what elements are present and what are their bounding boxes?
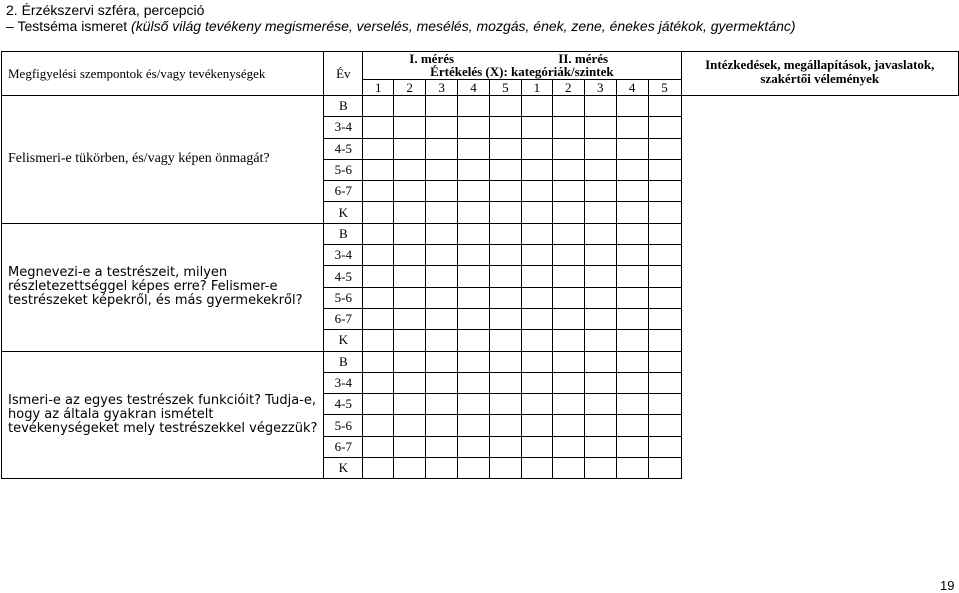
rating-cell[interactable]: [489, 330, 521, 351]
rating-cell[interactable]: [584, 436, 616, 457]
rating-cell[interactable]: [584, 266, 616, 287]
rating-cell[interactable]: [648, 96, 681, 117]
rating-cell[interactable]: [426, 351, 458, 372]
rating-cell[interactable]: [458, 351, 490, 372]
rating-cell[interactable]: [489, 117, 521, 138]
rating-cell[interactable]: [552, 181, 584, 202]
rating-cell[interactable]: [426, 308, 458, 329]
rating-cell[interactable]: [363, 223, 394, 244]
rating-cell[interactable]: [363, 436, 394, 457]
rating-cell[interactable]: [363, 266, 394, 287]
rating-cell[interactable]: [648, 372, 681, 393]
rating-cell[interactable]: [648, 223, 681, 244]
criteria-header: Megfigyelési szempontok és/vagy tevékenységek: [2, 52, 324, 96]
rating-cell[interactable]: [616, 117, 648, 138]
year-cell: 5-6: [324, 415, 363, 436]
rating-cell[interactable]: [552, 415, 584, 436]
level-2-3: 3: [584, 80, 616, 96]
rating-cell[interactable]: [363, 117, 394, 138]
rating-cell[interactable]: [616, 415, 648, 436]
rating-cell[interactable]: [394, 394, 426, 415]
rating-cell[interactable]: [394, 308, 426, 329]
rating-cell[interactable]: [394, 372, 426, 393]
rating-cell[interactable]: [458, 330, 490, 351]
rating-cell[interactable]: [394, 436, 426, 457]
rating-cell[interactable]: [521, 436, 552, 457]
rating-cell[interactable]: [648, 330, 681, 351]
rating-cell[interactable]: [521, 287, 552, 308]
assessment-table: [1, 51, 959, 479]
level-1-1: 1: [363, 80, 394, 96]
rating-cell[interactable]: [458, 245, 490, 266]
rating-cell[interactable]: [552, 351, 584, 372]
rating-cell[interactable]: [458, 117, 490, 138]
year-cell: 3-4: [324, 372, 363, 393]
rating-cell[interactable]: [648, 138, 681, 159]
rating-cell[interactable]: [521, 394, 552, 415]
section-subtitle: [6, 18, 796, 34]
rating-cell[interactable]: [616, 436, 648, 457]
rating-cell[interactable]: [552, 223, 584, 244]
rating-cell[interactable]: [584, 308, 616, 329]
year-cell: 4-5: [324, 138, 363, 159]
rating-cell[interactable]: [616, 372, 648, 393]
rating-cell[interactable]: [363, 96, 394, 117]
rating-cell[interactable]: [489, 372, 521, 393]
year-cell: 4-5: [324, 394, 363, 415]
rating-cell[interactable]: [521, 415, 552, 436]
rating-cell[interactable]: [394, 351, 426, 372]
rating-cell[interactable]: [363, 458, 394, 479]
rating-cell[interactable]: [648, 266, 681, 287]
rating-cell[interactable]: [458, 223, 490, 244]
rating-cell[interactable]: [426, 415, 458, 436]
rating-cell[interactable]: [521, 117, 552, 138]
rating-cell[interactable]: [426, 96, 458, 117]
rating-cell[interactable]: [552, 245, 584, 266]
rating-cell[interactable]: [394, 458, 426, 479]
rating-cell[interactable]: [489, 96, 521, 117]
rating-cell[interactable]: [489, 181, 521, 202]
evaluation-header: Értékelés (X): kategóriák/szintek: [363, 65, 681, 80]
rating-cell[interactable]: [426, 138, 458, 159]
rating-cell[interactable]: [363, 415, 394, 436]
rating-cell[interactable]: [489, 308, 521, 329]
rating-cell[interactable]: [458, 138, 490, 159]
year-cell: 6-7: [324, 436, 363, 457]
rating-cell[interactable]: [426, 266, 458, 287]
rating-cell[interactable]: [521, 245, 552, 266]
rating-cell[interactable]: [363, 351, 394, 372]
rating-cell[interactable]: [616, 181, 648, 202]
level-1-2: 2: [394, 80, 426, 96]
measure-2-label: II. mérés: [558, 51, 609, 65]
rating-cell[interactable]: [552, 266, 584, 287]
year-cell: 3-4: [324, 117, 363, 138]
rating-cell[interactable]: [426, 458, 458, 479]
rating-cell[interactable]: [426, 202, 458, 223]
rating-cell[interactable]: [552, 330, 584, 351]
rating-cell[interactable]: [521, 372, 552, 393]
rating-cell[interactable]: [489, 394, 521, 415]
rating-cell[interactable]: [584, 287, 616, 308]
rating-cell[interactable]: [521, 308, 552, 329]
rating-cell[interactable]: [394, 96, 426, 117]
rating-cell[interactable]: [489, 287, 521, 308]
rating-cell[interactable]: [521, 223, 552, 244]
rating-cell[interactable]: [648, 351, 681, 372]
year-cell: 5-6: [324, 159, 363, 180]
rating-cell[interactable]: [426, 394, 458, 415]
year-cell: 5-6: [324, 287, 363, 308]
year-cell: K: [324, 202, 363, 223]
rating-cell[interactable]: [458, 372, 490, 393]
year-cell: B: [324, 223, 363, 244]
rating-cell[interactable]: [584, 372, 616, 393]
rating-cell[interactable]: [521, 96, 552, 117]
rating-cell[interactable]: [363, 372, 394, 393]
rating-cell[interactable]: [552, 117, 584, 138]
rating-cell[interactable]: [616, 394, 648, 415]
rating-cell[interactable]: [616, 138, 648, 159]
group-2-row: [2, 223, 959, 244]
rating-cell[interactable]: [584, 245, 616, 266]
rating-cell[interactable]: [489, 159, 521, 180]
rating-cell[interactable]: [363, 181, 394, 202]
rating-cell[interactable]: [458, 458, 490, 479]
rating-cell[interactable]: [458, 159, 490, 180]
rating-cell[interactable]: [584, 351, 616, 372]
rating-cell[interactable]: [458, 394, 490, 415]
rating-cell[interactable]: [489, 266, 521, 287]
page-number: 19: [940, 578, 955, 593]
rating-cell[interactable]: [521, 202, 552, 223]
rating-cell[interactable]: [552, 96, 584, 117]
rating-cell[interactable]: [458, 266, 490, 287]
criterion-3: Ismeri-e az egyes testrészek funkcióit? Tudja-e, hogy az általa gyakran ismételt tevékenységeket mely testrészekkel végezzük?: [2, 351, 324, 479]
rating-cell[interactable]: [489, 351, 521, 372]
rating-cell[interactable]: [584, 394, 616, 415]
rating-cell[interactable]: [489, 458, 521, 479]
level-2-1: 1: [521, 80, 552, 96]
rating-cell[interactable]: [489, 138, 521, 159]
rating-cell[interactable]: [648, 458, 681, 479]
subtitle-italic: (külső világ tevékeny megismerése, verselés, mesélés, mozgás, ének, zene, énekes játékok, gyermektánc): [131, 18, 796, 34]
measure-1-label: I. mérés: [409, 51, 455, 65]
rating-cell[interactable]: [458, 287, 490, 308]
rating-cell[interactable]: [363, 308, 394, 329]
notes-column: Intézkedések, megállapítások, javaslatok, szakértői vélemények: [681, 52, 959, 96]
level-2-5: 5: [648, 80, 681, 96]
rating-cell[interactable]: [616, 96, 648, 117]
rating-cell[interactable]: [648, 245, 681, 266]
rating-cell[interactable]: [363, 138, 394, 159]
level-2-4: 4: [616, 80, 648, 96]
rating-cell[interactable]: [616, 287, 648, 308]
rating-cell[interactable]: [648, 308, 681, 329]
rating-cell[interactable]: [521, 266, 552, 287]
rating-cell[interactable]: [489, 245, 521, 266]
rating-cell[interactable]: [584, 138, 616, 159]
rating-cell[interactable]: [584, 159, 616, 180]
rating-cell[interactable]: [648, 202, 681, 223]
group-3-row: [2, 351, 959, 372]
rating-cell[interactable]: [648, 181, 681, 202]
rating-cell[interactable]: [489, 223, 521, 244]
rating-cell[interactable]: [584, 223, 616, 244]
rating-cell[interactable]: [552, 202, 584, 223]
rating-cell[interactable]: [363, 202, 394, 223]
level-1-3: 3: [426, 80, 458, 96]
rating-cell[interactable]: [426, 181, 458, 202]
rating-cell[interactable]: [458, 436, 490, 457]
criterion-2: Megnevezi-e a testrészeit, milyen részletezettséggel képes erre? Felismer-e testrészeket képekről, és más gyermekekről?: [2, 223, 324, 351]
rating-cell[interactable]: [489, 415, 521, 436]
level-1-4: 4: [458, 80, 490, 96]
rating-cell[interactable]: [648, 117, 681, 138]
rating-cell[interactable]: [363, 245, 394, 266]
rating-cell[interactable]: [394, 287, 426, 308]
rating-cell[interactable]: [521, 330, 552, 351]
subtitle-main: Testséma ismeret: [17, 18, 132, 34]
rating-cell[interactable]: [648, 394, 681, 415]
rating-cell[interactable]: [648, 436, 681, 457]
rating-cell[interactable]: [521, 351, 552, 372]
rating-cell[interactable]: [394, 245, 426, 266]
rating-cell[interactable]: [489, 436, 521, 457]
rating-cell[interactable]: [616, 159, 648, 180]
rating-cell[interactable]: [584, 181, 616, 202]
year-cell: 4-5: [324, 266, 363, 287]
rating-cell[interactable]: [394, 415, 426, 436]
rating-cell[interactable]: [426, 372, 458, 393]
rating-cell[interactable]: [616, 202, 648, 223]
rating-cell[interactable]: [584, 117, 616, 138]
rating-cell[interactable]: [394, 181, 426, 202]
rating-cell[interactable]: [616, 245, 648, 266]
rating-cell[interactable]: [552, 394, 584, 415]
rating-cell[interactable]: [521, 458, 552, 479]
level-2-2: 2: [552, 80, 584, 96]
rating-cell[interactable]: [584, 202, 616, 223]
rating-cell[interactable]: [648, 159, 681, 180]
subtitle-prefix: –: [6, 18, 18, 34]
header-row-measures: [2, 52, 959, 65]
year-cell: 3-4: [324, 245, 363, 266]
rating-cell[interactable]: [616, 458, 648, 479]
rating-cell[interactable]: [426, 245, 458, 266]
rating-cell[interactable]: [394, 117, 426, 138]
rating-cell[interactable]: [552, 372, 584, 393]
rating-cell[interactable]: [648, 287, 681, 308]
rating-cell[interactable]: [458, 202, 490, 223]
rating-cell[interactable]: [426, 330, 458, 351]
rating-cell[interactable]: [616, 330, 648, 351]
rating-cell[interactable]: [458, 181, 490, 202]
rating-cell[interactable]: [426, 223, 458, 244]
rating-cell[interactable]: [616, 266, 648, 287]
rating-cell[interactable]: [363, 287, 394, 308]
rating-cell[interactable]: [489, 202, 521, 223]
year-header: Év: [324, 52, 363, 96]
rating-cell[interactable]: [648, 415, 681, 436]
rating-cell[interactable]: [552, 138, 584, 159]
level-1-5: 5: [489, 80, 521, 96]
rating-cell[interactable]: [521, 159, 552, 180]
rating-cell[interactable]: [426, 287, 458, 308]
criterion-1: Felismeri-e tükörben, és/vagy képen önmagát?: [2, 96, 324, 224]
rating-cell[interactable]: [616, 223, 648, 244]
rating-cell[interactable]: [552, 436, 584, 457]
rating-cell[interactable]: [426, 436, 458, 457]
rating-cell[interactable]: [394, 159, 426, 180]
year-cell: K: [324, 458, 363, 479]
rating-cell[interactable]: [394, 266, 426, 287]
rating-cell[interactable]: [458, 308, 490, 329]
rating-cell[interactable]: [584, 458, 616, 479]
year-cell: 6-7: [324, 308, 363, 329]
rating-cell[interactable]: [394, 202, 426, 223]
year-cell: B: [324, 96, 363, 117]
measures-header: [363, 52, 681, 65]
year-cell: K: [324, 330, 363, 351]
rating-cell[interactable]: [426, 159, 458, 180]
rating-cell[interactable]: [363, 159, 394, 180]
rating-cell[interactable]: [552, 287, 584, 308]
year-cell: 6-7: [324, 181, 363, 202]
rating-cell[interactable]: [521, 181, 552, 202]
rating-cell[interactable]: [363, 394, 394, 415]
rating-cell[interactable]: [584, 330, 616, 351]
rating-cell[interactable]: [552, 308, 584, 329]
rating-cell[interactable]: [394, 138, 426, 159]
rating-cell[interactable]: [363, 330, 394, 351]
rating-cell[interactable]: [584, 96, 616, 117]
rating-cell[interactable]: [552, 458, 584, 479]
rating-cell[interactable]: [584, 415, 616, 436]
rating-cell[interactable]: [394, 330, 426, 351]
rating-cell[interactable]: [394, 223, 426, 244]
rating-cell[interactable]: [426, 117, 458, 138]
rating-cell[interactable]: [552, 159, 584, 180]
group-1-row: [2, 96, 959, 117]
year-cell: B: [324, 351, 363, 372]
rating-cell[interactable]: [458, 96, 490, 117]
rating-cell[interactable]: [616, 351, 648, 372]
rating-cell[interactable]: [458, 415, 490, 436]
section-title: 2. Érzékszervi szféra, percepció: [6, 2, 205, 18]
rating-cell[interactable]: [616, 308, 648, 329]
rating-cell[interactable]: [521, 138, 552, 159]
